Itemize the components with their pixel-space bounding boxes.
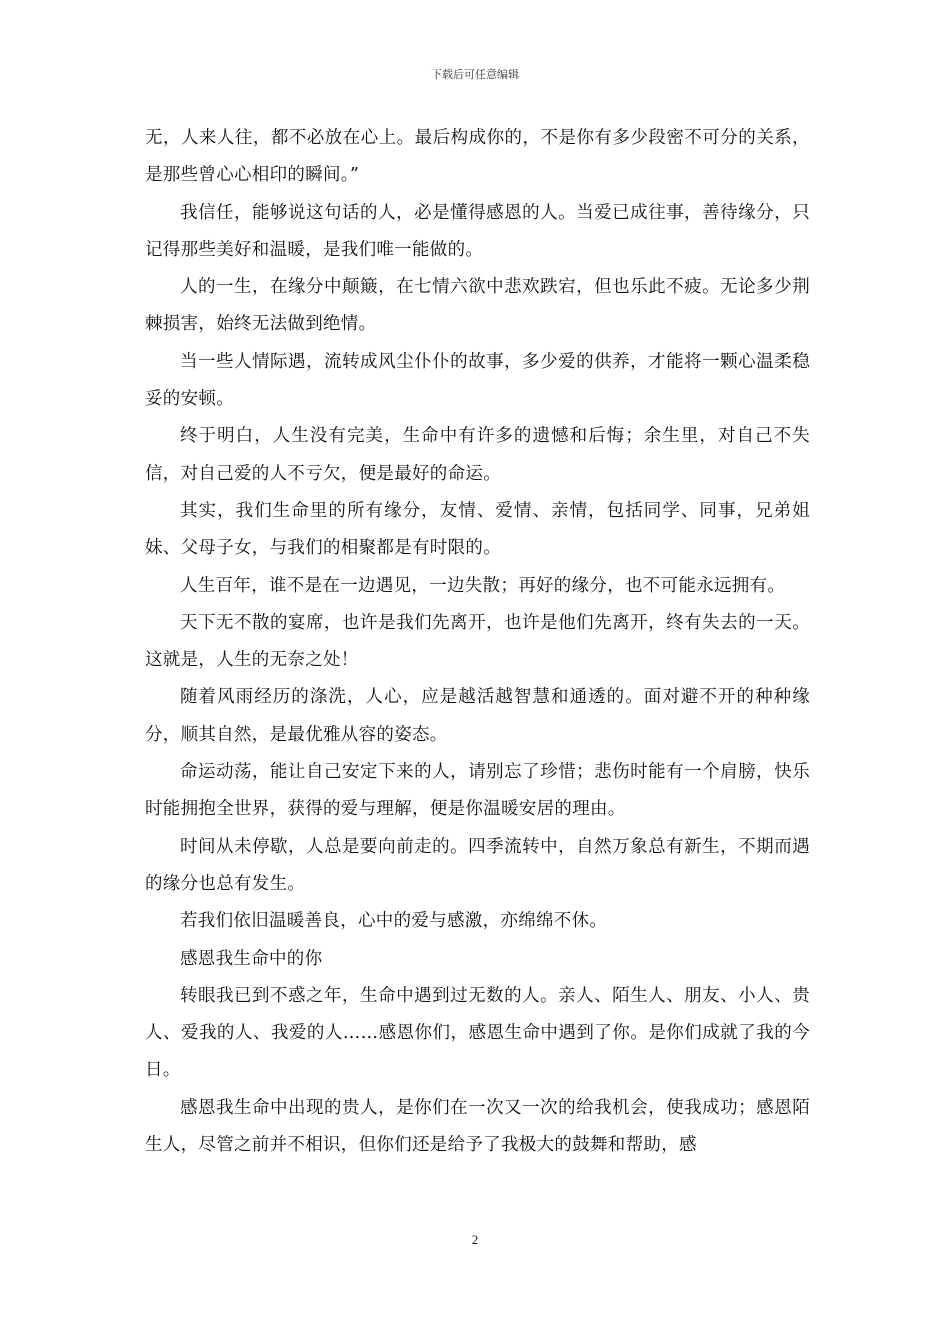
paragraph: 无，人来人往，都不必放在心上。最后构成你的，不是你有多少段密不可分的关系，是那些曾心心相印的瞬间。” bbox=[145, 128, 810, 186]
paragraph: 人的一生，在缘分中颠簸，在七情六欲中悲欢跌宕，但也乐此不疲。无论多少荆棘损害，始终无法做到绝情。 bbox=[145, 277, 810, 335]
section-title: 感恩我生命中的你 bbox=[180, 948, 323, 969]
paragraph: 天下无不散的宴席，也许是我们先离开，也许是他们先离开，终有失去的一天。这就是，人生的无奈之处！ bbox=[145, 612, 810, 671]
paragraph: 我信任，能够说这句话的人，必是懂得感恩的人。当爱已成往事，善待缘分，只记得那些美好和温暖，是我们唯一能做的。 bbox=[145, 202, 810, 260]
paragraph: 转眼我已到不惑之年，生命中遇到过无数的人。亲人、陌生人、朋友、小人、贵人、爱我的人、我爱的人……感恩你们，感恩生命中遇到了你。是你们成就了我的今日。 bbox=[145, 985, 810, 1081]
paragraph: 若我们依旧温暖善良，心中的爱与感激，亦绵绵不休。 bbox=[180, 911, 608, 932]
paragraph: 随着风雨经历的涤洗，人心，应是越活越智慧和通透的。面对避不开的种种缘分，顺其自然，是最优雅从容的姿态。 bbox=[145, 687, 810, 745]
document-body bbox=[145, 120, 810, 1164]
page-header: 下载后可任意编辑 bbox=[431, 68, 519, 81]
paragraph: 其实，我们生命里的所有缘分，友情、爱情、亲情，包括同学、同事，兄弟姐妹、父母子女，与我们的相聚都是有时限的。 bbox=[145, 500, 810, 559]
paragraph: 当一些人情际遇，流转成风尘仆仆的故事，多少爱的供养，才能将一颗心温柔稳妥的安顿。 bbox=[145, 351, 810, 410]
page-number: 2 bbox=[471, 1232, 479, 1247]
paragraph: 时间从未停歇，人总是要向前走的。四季流转中，自然万象总有新生，不期而遇的缘分也总有发生。 bbox=[145, 836, 810, 894]
paragraph: 人生百年，谁不是在一边遇见，一边失散；再好的缘分，也不可能永远拥有。 bbox=[180, 575, 786, 596]
paragraph: 感恩我生命中出现的贵人，是你们在一次又一次的给我机会，使我成功；感恩陌生人，尽管之前并不相识，但你们还是给予了我极大的鼓舞和帮助，感 bbox=[145, 1097, 810, 1156]
paragraph: 命运动荡，能让自己安定下来的人，请别忘了珍惜；悲伤时能有一个肩膀，快乐时能拥抱全世界，获得的爱与理解，便是你温暖安居的理由。 bbox=[145, 762, 810, 820]
paragraph: 终于明白，人生没有完美，生命中有许多的遗憾和后悔；余生里，对自己不失信，对自己爱的人不亏欠，便是最好的命运。 bbox=[145, 426, 810, 484]
